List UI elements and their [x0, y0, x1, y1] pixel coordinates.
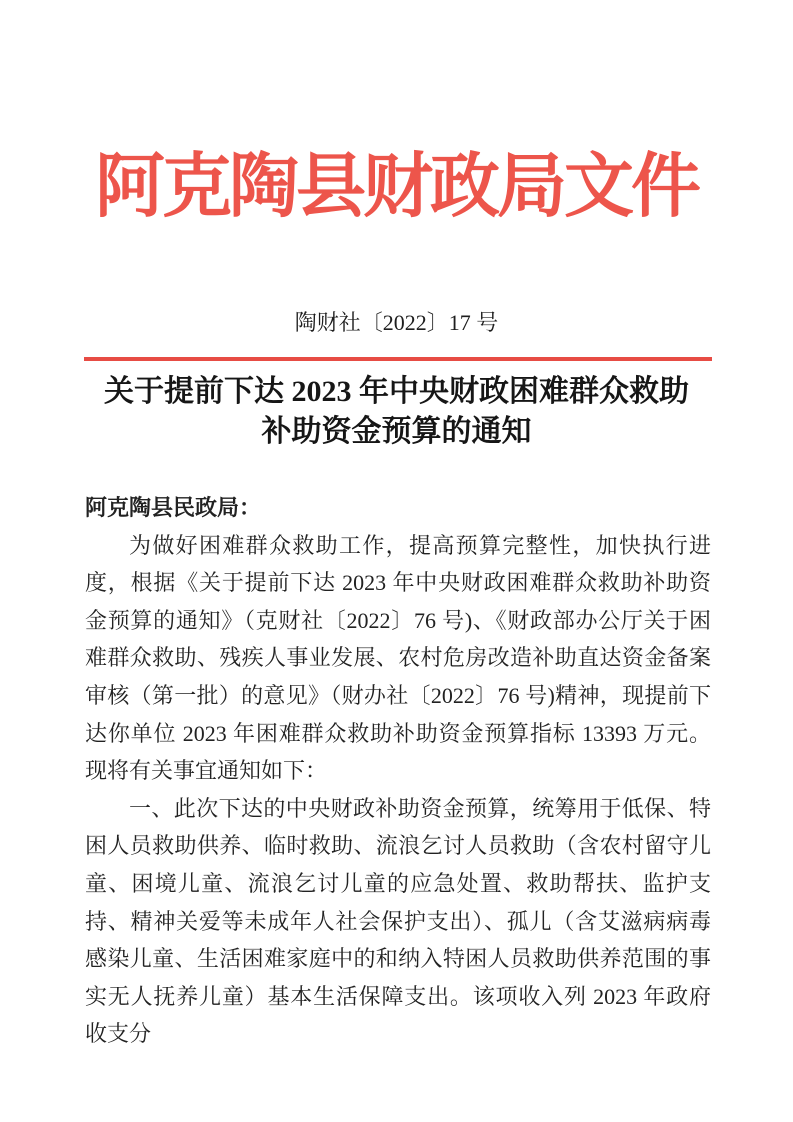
body-paragraph-2: 一、此次下达的中央财政补助资金预算，统筹用于低保、特困人员救助供养、临时救助、流浪乞讨人员救助（含农村留守儿童、困境儿童、流浪乞讨儿童的应急处置、救助帮扶、监护支持、精神关爱等未成年人社会保护支出）、孤儿（含艾滋病病毒感染儿童、生活困难家庭中的和纳入特困人员救助供养范围的事实无人抚养儿童）基本生活保障支出。该项收入列 2023 年政府收支分: [85, 795, 711, 1047]
document-number: 陶财社〔2022〕17 号: [294, 310, 499, 335]
red-divider-line: [84, 357, 712, 361]
addressee: 阿克陶县民政局：: [85, 495, 262, 520]
document-title-line-1: 关于提前下达 2023 年中央财政困难群众救助: [104, 375, 689, 408]
agency-title: 阿克陶县财政局文件: [95, 149, 698, 226]
document-title-line-2: 补助资金预算的通知: [261, 415, 532, 448]
body-paragraph-1: 为做好困难群众救助工作，提高预算完整性，加快执行进度，根据《关于提前下达 2023 年中央财政困难群众救助补助资金预算的通知》（克财社〔2022〕76 号)、《财政部办公厅关于困难群众救助、残疾人事业发展、农村危房改造补助直达资金备案审核（第一批）的意见》（财办社〔2022〕76 号)精神，现提前下达你单位 2023 年困难群众救助补助资金预算指标 13393 万元。现将有关事宜通知如下：: [85, 532, 711, 784]
document-body: [85, 489, 711, 1053]
document-title: [50, 372, 743, 452]
